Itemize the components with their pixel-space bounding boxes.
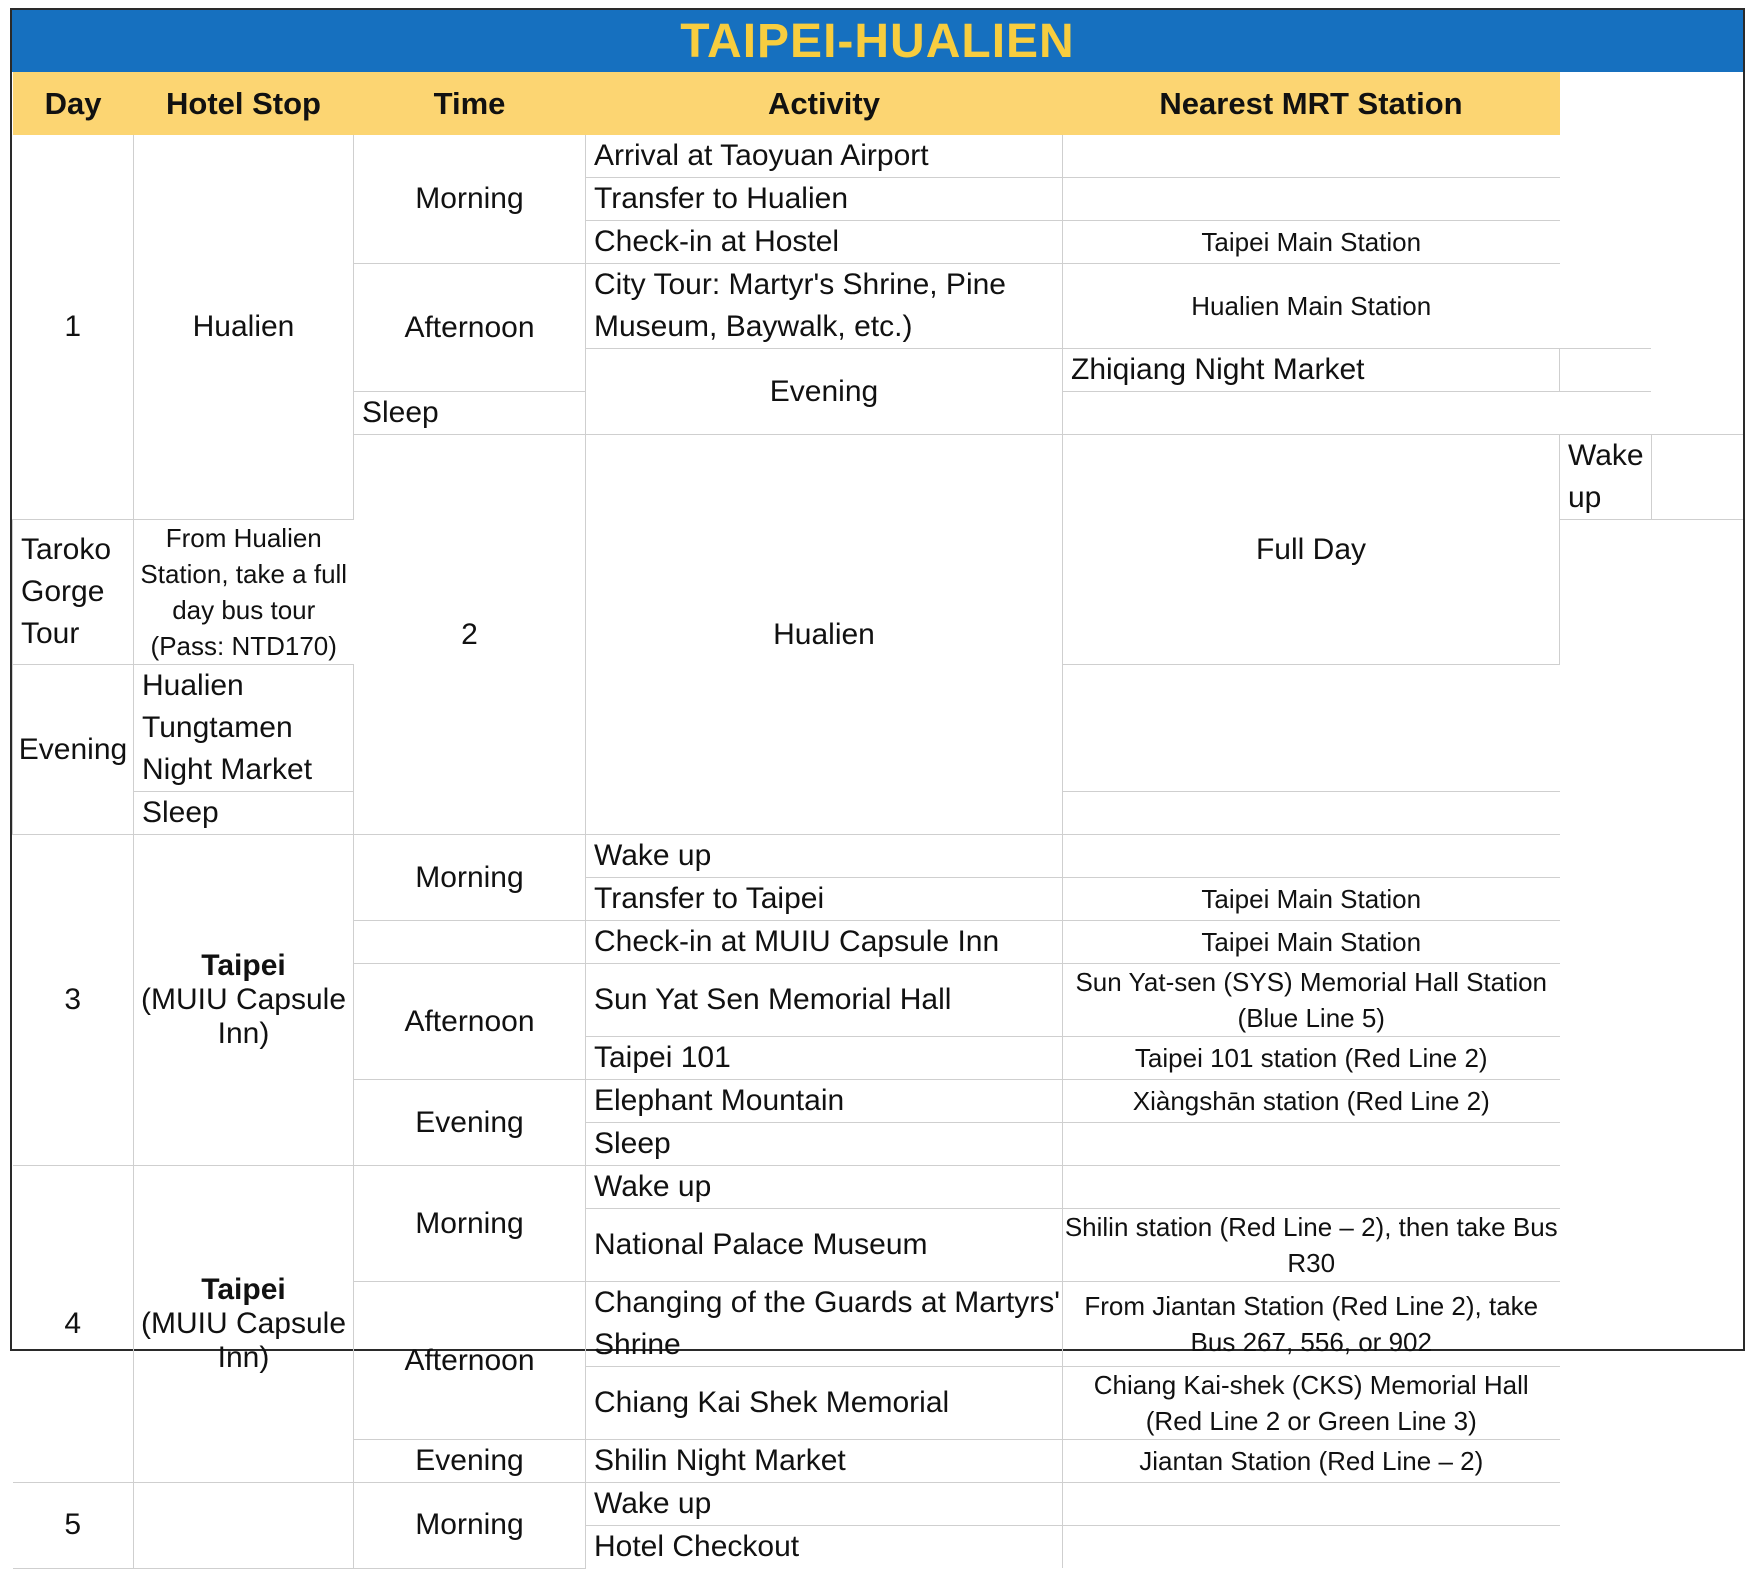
hotel-cell: Hualien xyxy=(586,435,1063,835)
time-cell: Morning xyxy=(354,835,586,921)
hotel-name: Taipei xyxy=(201,1273,286,1306)
activity-cell: Sleep xyxy=(586,1123,1063,1166)
table-row xyxy=(13,135,1744,178)
header-mrt-station: Nearest MRT Station xyxy=(1063,72,1560,135)
itinerary-sheet xyxy=(10,8,1745,1563)
mrt-cell xyxy=(1063,135,1560,178)
mrt-cell: From Hualien Station, take a full day bus tour (Pass: NTD170) xyxy=(134,520,354,665)
activity-cell: Sleep xyxy=(134,792,354,835)
hotel-sub: (MUIU Capsule Inn) xyxy=(140,1307,347,1374)
header-row xyxy=(13,72,1744,135)
activity-cell: Changing of the Guards at Martyrs' Shrine xyxy=(586,1282,1063,1367)
time-cell: Evening xyxy=(13,665,134,835)
hotel-sub: (MUIU Capsule Inn) xyxy=(140,983,347,1050)
header-day: Day xyxy=(13,72,134,135)
hotel-cell xyxy=(134,835,354,1166)
mrt-cell xyxy=(1063,792,1560,835)
time-cell: Evening xyxy=(354,1440,586,1483)
mrt-cell xyxy=(1063,1123,1560,1166)
mrt-cell: From Jiantan Station (Red Line 2), take Bus 267, 556, or 902 xyxy=(1063,1282,1560,1367)
table-row xyxy=(13,1483,1744,1526)
day-cell: 4 xyxy=(13,1166,134,1483)
mrt-cell: Shilin station (Red Line – 2), then take Bus R30 xyxy=(1063,1209,1560,1282)
mrt-cell xyxy=(1651,435,1743,520)
activity-cell: Sleep xyxy=(354,392,586,435)
day-cell: 5 xyxy=(13,1483,134,1569)
activity-cell: Transfer to Hualien xyxy=(586,178,1063,221)
time-cell: Afternoon xyxy=(354,264,586,392)
time-cell: Evening xyxy=(586,349,1063,435)
time-cell: Morning xyxy=(354,1483,586,1569)
mrt-cell: Taipei Main Station xyxy=(1063,878,1560,921)
activity-cell: National Palace Museum xyxy=(586,1209,1063,1282)
mrt-cell xyxy=(1063,392,1560,435)
mrt-cell: Taipei Main Station xyxy=(1063,221,1560,264)
mrt-cell xyxy=(1063,178,1560,221)
activity-cell: Wake up xyxy=(586,1166,1063,1209)
activity-cell: Taroko Gorge Tour xyxy=(13,520,134,665)
mrt-cell: Hualien Main Station xyxy=(1063,264,1560,349)
activity-cell: Transfer to Taipei xyxy=(586,878,1063,921)
header-activity: Activity xyxy=(586,72,1063,135)
activity-cell: Taipei 101 xyxy=(586,1037,1063,1080)
activity-cell: Wake up xyxy=(586,1483,1063,1526)
time-cell: Afternoon xyxy=(354,964,586,1080)
time-cell: Afternoon xyxy=(354,1282,586,1440)
header-time: Time xyxy=(354,72,586,135)
activity-cell: City Tour: Martyr's Shrine, Pine Museum, Baywalk, etc.) xyxy=(586,264,1063,349)
table-row xyxy=(13,835,1744,878)
page-title: TAIPEI-HUALIEN xyxy=(680,14,1075,68)
activity-cell: Zhiqiang Night Market xyxy=(1063,349,1560,392)
hotel-cell xyxy=(134,1483,354,1569)
mrt-cell xyxy=(1063,835,1560,878)
mrt-cell xyxy=(1063,1526,1560,1569)
mrt-cell xyxy=(1560,349,1652,392)
mrt-cell: Taipei Main Station xyxy=(1063,921,1560,964)
activity-cell: Elephant Mountain xyxy=(586,1080,1063,1123)
mrt-cell: Xiàngshān station (Red Line 2) xyxy=(1063,1080,1560,1123)
mrt-cell: Sun Yat-sen (SYS) Memorial Hall Station (Blue Line 5) xyxy=(1063,964,1560,1037)
mrt-cell xyxy=(1063,665,1560,792)
time-cell: Morning xyxy=(354,135,586,264)
activity-cell: Wake up xyxy=(586,835,1063,878)
activity-cell: Check-in at Hostel xyxy=(586,221,1063,264)
activity-cell: Shilin Night Market xyxy=(586,1440,1063,1483)
mrt-cell: Taipei 101 station (Red Line 2) xyxy=(1063,1037,1560,1080)
day-cell: 2 xyxy=(354,435,586,835)
mrt-cell xyxy=(1063,1483,1560,1526)
time-cell-empty xyxy=(354,921,586,964)
title-bar xyxy=(12,10,1743,72)
mrt-cell: Jiantan Station (Red Line – 2) xyxy=(1063,1440,1560,1483)
header-hotel-stop: Hotel Stop xyxy=(134,72,354,135)
day-cell: 1 xyxy=(13,135,134,520)
hotel-name: Taipei xyxy=(201,949,286,982)
table-row xyxy=(13,1166,1744,1209)
mrt-cell: Chiang Kai-shek (CKS) Memorial Hall (Red Line 2 or Green Line 3) xyxy=(1063,1367,1560,1440)
activity-cell: Hotel Checkout xyxy=(586,1526,1063,1569)
activity-cell: Sun Yat Sen Memorial Hall xyxy=(586,964,1063,1037)
activity-cell: Wake up xyxy=(1560,435,1652,520)
itinerary-table xyxy=(12,72,1743,1569)
hotel-cell xyxy=(134,1166,354,1483)
hotel-cell: Hualien xyxy=(134,135,354,520)
mrt-cell xyxy=(1063,1166,1560,1209)
activity-cell: Check-in at MUIU Capsule Inn xyxy=(586,921,1063,964)
time-cell: Morning xyxy=(354,1166,586,1282)
activity-cell: Hualien Tungtamen Night Market xyxy=(134,665,354,792)
day-cell: 3 xyxy=(13,835,134,1166)
time-cell: Full Day xyxy=(1063,435,1560,665)
activity-cell: Arrival at Taoyuan Airport xyxy=(586,135,1063,178)
activity-cell: Chiang Kai Shek Memorial xyxy=(586,1367,1063,1440)
time-cell: Evening xyxy=(354,1080,586,1166)
